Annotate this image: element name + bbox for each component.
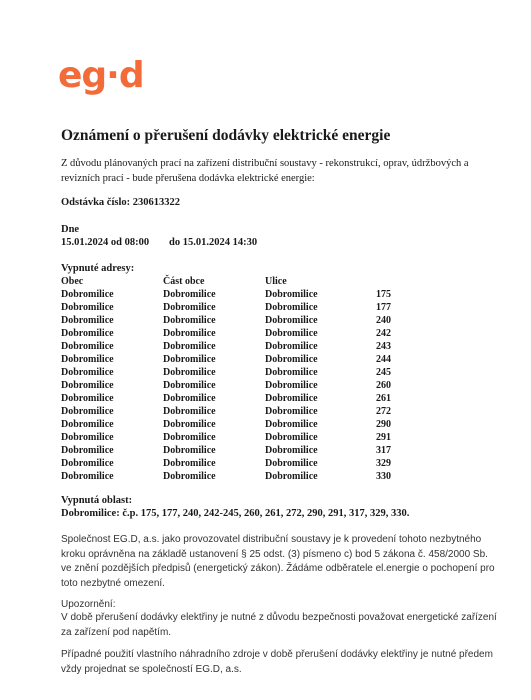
cell-cast-obce: Dobromilice bbox=[163, 432, 216, 443]
table-row bbox=[61, 392, 391, 405]
table-row bbox=[61, 379, 391, 392]
cell-ulice: Dobromilice bbox=[265, 432, 318, 443]
cell-cislo: 272 bbox=[376, 406, 391, 417]
egd-logo: eg·d bbox=[58, 55, 144, 96]
cell-cast-obce: Dobromilice bbox=[163, 458, 216, 469]
addresses-heading: Vypnuté adresy: bbox=[61, 263, 135, 274]
cell-cislo: 290 bbox=[376, 419, 391, 430]
table-row bbox=[61, 418, 391, 431]
area-heading: Vypnutá oblast: bbox=[61, 495, 133, 506]
legal-paragraph: Společnost EG.D, a.s. jako provozovatel distribuční soustavy je k provedení tohoto nezbytného kroku oprávněna na základě ustanovení § 25 odst. (3) písmeno c) bod 5 zákona č. 458/2000 Sb. ve znění pozdějších předpisů (energetický zákon). Žádáme odběratele el.energie o pochopení pro toto nezbytné omezení. bbox=[61, 534, 495, 589]
cell-ulice: Dobromilice bbox=[265, 380, 318, 391]
final-paragraph: Případné použití vlastního náhradního zdroje v době přerušení dodávky elektřiny je nutné předem vždy projednat se společností EG.D, a.s. bbox=[61, 649, 493, 675]
table-row bbox=[61, 340, 391, 353]
table-row bbox=[61, 327, 391, 340]
cell-ulice: Dobromilice bbox=[265, 341, 318, 352]
table-header-row bbox=[61, 275, 391, 288]
table-row bbox=[61, 457, 391, 470]
cell-ulice: Dobromilice bbox=[265, 406, 318, 417]
order-number: Odstávka číslo: 230613322 bbox=[61, 197, 181, 208]
cell-cislo: 244 bbox=[376, 354, 391, 365]
cell-cast-obce: Dobromilice bbox=[163, 419, 216, 430]
cell-ulice: Dobromilice bbox=[265, 302, 318, 313]
cell-obec: Dobromilice bbox=[61, 393, 114, 404]
date-to: do 15.01.2024 14:30 bbox=[169, 237, 258, 248]
cell-ulice: Dobromilice bbox=[265, 367, 318, 378]
cell-cislo: 330 bbox=[376, 471, 391, 482]
cell-cislo: 242 bbox=[376, 328, 391, 339]
cell-ulice: Dobromilice bbox=[265, 315, 318, 326]
date-from: 15.01.2024 od 08:00 bbox=[61, 237, 150, 248]
cell-cislo: 245 bbox=[376, 367, 391, 378]
cell-ulice: Dobromilice bbox=[265, 328, 318, 339]
cell-obec: Dobromilice bbox=[61, 458, 114, 469]
cell-cislo: 329 bbox=[376, 458, 391, 469]
column-header-obec: Obec bbox=[61, 276, 84, 287]
cell-cast-obce: Dobromilice bbox=[163, 367, 216, 378]
cell-cast-obce: Dobromilice bbox=[163, 380, 216, 391]
table-row bbox=[61, 366, 391, 379]
table-row bbox=[61, 444, 391, 457]
cell-cislo: 317 bbox=[376, 445, 391, 456]
column-header-ulice: Ulice bbox=[265, 276, 287, 287]
table-row bbox=[61, 405, 391, 418]
cell-cislo: 291 bbox=[376, 432, 391, 443]
cell-obec: Dobromilice bbox=[61, 471, 114, 482]
cell-ulice: Dobromilice bbox=[265, 445, 318, 456]
cell-cast-obce: Dobromilice bbox=[163, 302, 216, 313]
cell-cislo: 240 bbox=[376, 315, 391, 326]
cell-cislo: 177 bbox=[376, 302, 391, 313]
cell-cislo: 261 bbox=[376, 393, 391, 404]
cell-cislo: 260 bbox=[376, 380, 391, 391]
warning-heading: Upozornění: bbox=[61, 599, 116, 610]
cell-cast-obce: Dobromilice bbox=[163, 471, 216, 482]
addresses-table bbox=[61, 275, 391, 483]
cell-ulice: Dobromilice bbox=[265, 289, 318, 300]
cell-ulice: Dobromilice bbox=[265, 419, 318, 430]
cell-cislo: 243 bbox=[376, 341, 391, 352]
page-title: Oznámení o přerušení dodávky elektrické energie bbox=[61, 127, 391, 144]
cell-obec: Dobromilice bbox=[61, 380, 114, 391]
cell-cast-obce: Dobromilice bbox=[163, 393, 216, 404]
cell-obec: Dobromilice bbox=[61, 406, 114, 417]
cell-ulice: Dobromilice bbox=[265, 458, 318, 469]
table-row bbox=[61, 353, 391, 366]
cell-obec: Dobromilice bbox=[61, 367, 114, 378]
cell-cislo: 175 bbox=[376, 289, 391, 300]
date-range bbox=[61, 236, 501, 251]
cell-obec: Dobromilice bbox=[61, 354, 114, 365]
intro-paragraph: Z důvodu plánovaných prací na zařízení distribuční soustavy - rekonstrukcí, oprav, údržbových a revizních prací - bude přerušena dodávka elektrické energie: bbox=[61, 158, 469, 184]
cell-cast-obce: Dobromilice bbox=[163, 354, 216, 365]
cell-ulice: Dobromilice bbox=[265, 393, 318, 404]
area-text: Dobromilice: č.p. 175, 177, 240, 242-245, 260, 261, 272, 290, 291, 317, 329, 330. bbox=[61, 508, 410, 519]
cell-obec: Dobromilice bbox=[61, 419, 114, 430]
cell-cast-obce: Dobromilice bbox=[163, 341, 216, 352]
column-header-cast-obce: Část obce bbox=[163, 276, 205, 287]
cell-cast-obce: Dobromilice bbox=[163, 445, 216, 456]
cell-cast-obce: Dobromilice bbox=[163, 289, 216, 300]
column-header-cislo bbox=[367, 275, 391, 288]
cell-cast-obce: Dobromilice bbox=[163, 315, 216, 326]
cell-obec: Dobromilice bbox=[61, 341, 114, 352]
table-row bbox=[61, 314, 391, 327]
cell-obec: Dobromilice bbox=[61, 328, 114, 339]
cell-ulice: Dobromilice bbox=[265, 471, 318, 482]
cell-cast-obce: Dobromilice bbox=[163, 328, 216, 339]
table-row bbox=[61, 470, 391, 483]
cell-ulice: Dobromilice bbox=[265, 354, 318, 365]
warning-paragraph: V době přerušení dodávky elektřiny je nutné z důvodu bezpečnosti považovat energetické zařízení za zařízení pod napětím. bbox=[61, 612, 497, 638]
cell-obec: Dobromilice bbox=[61, 445, 114, 456]
cell-cast-obce: Dobromilice bbox=[163, 406, 216, 417]
cell-obec: Dobromilice bbox=[61, 315, 114, 326]
cell-obec: Dobromilice bbox=[61, 302, 114, 313]
addresses-table-body bbox=[61, 288, 391, 483]
table-row bbox=[61, 301, 391, 314]
table-row bbox=[61, 431, 391, 444]
date-label: Dne bbox=[61, 224, 80, 235]
table-row bbox=[61, 288, 391, 301]
cell-obec: Dobromilice bbox=[61, 289, 114, 300]
cell-obec: Dobromilice bbox=[61, 432, 114, 443]
